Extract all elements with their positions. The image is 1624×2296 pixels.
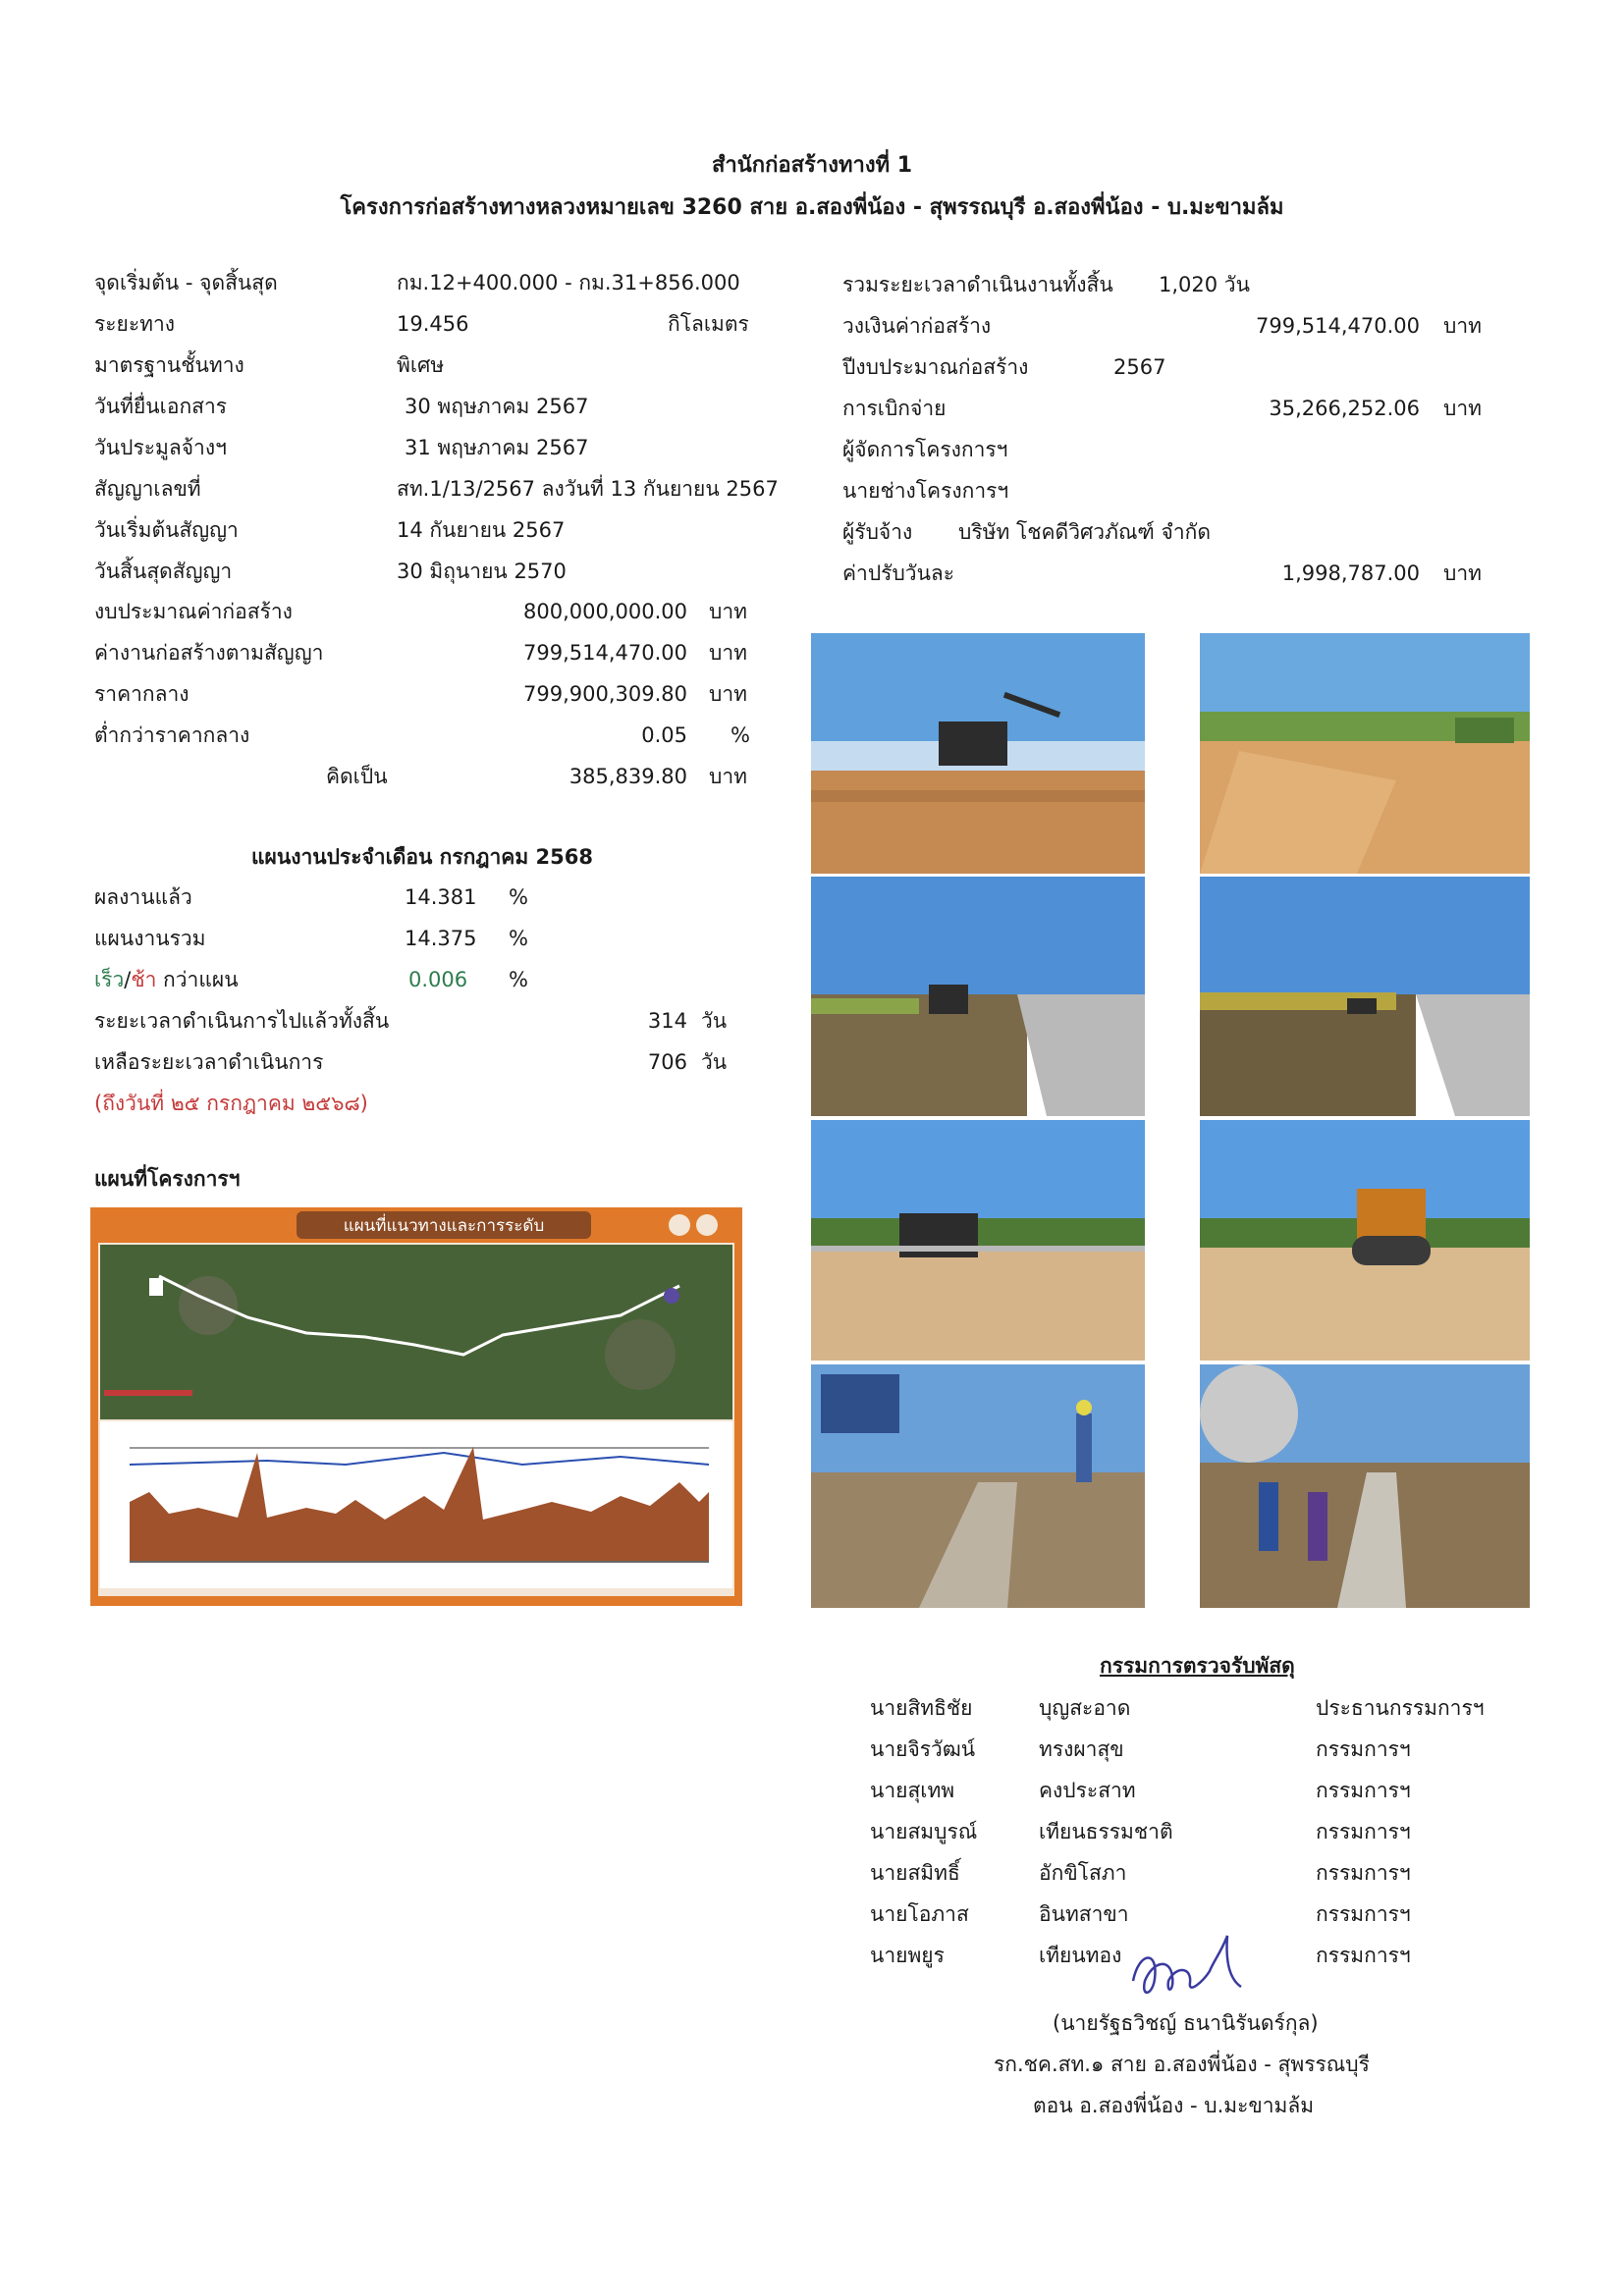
info-value-standard: พิเศษ: [397, 353, 445, 377]
plan-elapsed-value: 314: [647, 1009, 687, 1033]
budget-value-equals: 385,839.80: [568, 765, 687, 788]
plan-diff-value: 0.006: [408, 968, 468, 991]
member-last-name: อักขิโสภา: [1039, 1861, 1127, 1885]
member-last-name: ทรงผาสุข: [1039, 1737, 1124, 1761]
plan-title: แผนงานประจำเดือน กรกฎาคม 2568: [251, 845, 593, 869]
info-value-bid-date: 31 พฤษภาคม 2567: [405, 436, 589, 459]
member-role: กรรมการฯ: [1316, 1779, 1411, 1802]
member-role: กรรมการฯ: [1316, 1944, 1411, 1967]
plan-total-label: แผนงานรวม: [94, 927, 206, 950]
budget-label-equals: คิดเป็น: [326, 765, 388, 788]
member-last-name: บุญสะอาด: [1039, 1696, 1131, 1720]
plan-as-of-date: (ถึงวันที่ ๒๕ กรกฎาคม ๒๕๖๘): [94, 1092, 368, 1115]
info-label-distance: ระยะทาง: [94, 312, 176, 336]
plan-done-unit: %: [509, 885, 528, 909]
plan-total-value: 14.375: [405, 927, 477, 950]
member-last-name: เทียนธรรมชาติ: [1039, 1820, 1173, 1843]
member-last-name: คงประสาท: [1039, 1779, 1136, 1802]
budget-unit-contract: บาท: [709, 641, 747, 665]
plan-remain-value: 706: [647, 1050, 687, 1074]
member-role: กรรมการฯ: [1316, 1861, 1411, 1885]
site-photo-roadside-4: [1200, 877, 1530, 1116]
right-label-disbursement: การเบิกจ่าย: [842, 397, 947, 420]
info-value-contract-no: สท.1/13/2567 ลงวันที่ 13 กันยายน 2567: [397, 477, 779, 501]
info-value-submit-date: 30 พฤษภาคม 2567: [405, 395, 589, 418]
plan-remain-unit: วัน: [701, 1050, 728, 1074]
member-role: กรรมการฯ: [1316, 1737, 1411, 1761]
budget-value-below: 0.05: [641, 723, 687, 747]
office-title: สำนักก่อสร้างทางที่ 1: [711, 153, 913, 178]
plan-diff-label: [94, 967, 239, 992]
right-label-duration: รวมระยะเวลาดำเนินงานทั้งสิ้น: [842, 273, 1113, 296]
info-label-contract-no: สัญญาเลขที่: [94, 477, 201, 501]
right-value-contractor: บริษัท โชคดีวิศวภัณฑ์ จำกัด: [958, 520, 1211, 544]
plan-done-label: ผลงานแล้ว: [94, 885, 192, 909]
budget-unit-median: บาท: [709, 682, 747, 706]
info-value-contract-end: 30 มิถุนายน 2570: [397, 560, 567, 583]
right-label-engineer: นายช่างโครงการฯ: [842, 479, 1009, 503]
member-role: กรรมการฯ: [1316, 1820, 1411, 1843]
signature-scribble: [1119, 1922, 1267, 2010]
budget-value-total: 800,000,000.00: [523, 600, 687, 623]
right-label-fiscal: ปีงบประมาณก่อสร้าง: [842, 355, 1029, 379]
budget-unit-below: %: [731, 723, 750, 747]
signature-position-line1: รก.ชค.สท.๑ สาย อ.สองพี่น้อง - สุพรรณบุรี: [994, 2053, 1370, 2076]
info-label-contract-end: วันสิ้นสุดสัญญา: [94, 560, 233, 583]
member-first-name: นายสมบูรณ์: [870, 1820, 978, 1843]
right-value-disbursement: 35,266,252.06: [1269, 397, 1420, 420]
budget-label-contract: ค่างานก่อสร้างตามสัญญา: [94, 641, 324, 665]
right-value-fine: 1,998,787.00: [1281, 561, 1420, 585]
member-first-name: นายพยูร: [870, 1944, 945, 1967]
right-label-budget: วงเงินค่าก่อสร้าง: [842, 314, 992, 338]
site-photo-excavator-1: [811, 633, 1145, 874]
budget-unit-equals: บาท: [709, 765, 747, 788]
right-label-manager: ผู้จัดการโครงการฯ: [842, 438, 1008, 461]
budget-value-contract: 799,514,470.00: [523, 641, 687, 665]
member-first-name: นายจิรวัฒน์: [870, 1737, 976, 1761]
site-photo-roller-6: [1200, 1120, 1530, 1361]
right-value-budget: 799,514,470.00: [1256, 314, 1420, 338]
right-label-fine: ค่าปรับวันละ: [842, 561, 955, 585]
member-last-name: เทียนทอง: [1039, 1944, 1122, 1967]
budget-value-median: 799,900,309.80: [523, 682, 687, 706]
plan-diff-rest: กว่าแผน: [156, 968, 239, 991]
plan-diff-slash: /: [124, 968, 132, 991]
info-value-distance: 19.456: [397, 312, 469, 336]
right-unit-fine: บาท: [1443, 561, 1482, 585]
map-banner: แผนที่แนวทางและการระดับ: [343, 1216, 545, 1236]
right-unit-budget: บาท: [1443, 314, 1482, 338]
site-photo-roadside-3: [811, 877, 1145, 1116]
budget-label-below: ต่ำกว่าราคากลาง: [94, 723, 250, 747]
site-photo-concrete-8: [1200, 1364, 1530, 1608]
right-unit-disbursement: บาท: [1443, 397, 1482, 420]
plan-elapsed-unit: วัน: [701, 1009, 728, 1033]
right-value-duration: 1,020 วัน: [1159, 273, 1250, 296]
member-role: ประธานกรรมการฯ: [1316, 1696, 1485, 1720]
info-label-submit-date: วันที่ยื่นเอกสาร: [94, 395, 228, 418]
budget-label-median: ราคากลาง: [94, 682, 189, 706]
plan-diff-unit: %: [509, 968, 528, 991]
map-heading: แผนที่โครงการฯ: [94, 1167, 241, 1191]
member-last-name: อินทสาขา: [1039, 1902, 1129, 1926]
info-value-start-end: กม.12+400.000 - กม.31+856.000: [397, 271, 740, 294]
plan-remain-label: เหลือระยะเวลาดำเนินการ: [94, 1050, 324, 1074]
budget-unit-total: บาท: [709, 600, 747, 623]
plan-diff-fast: เร็ว: [94, 968, 125, 991]
right-label-contractor: ผู้รับจ้าง: [842, 520, 913, 544]
info-value-contract-start: 14 กันยายน 2567: [397, 518, 566, 542]
project-map: [90, 1207, 742, 1606]
info-label-standard: มาตรฐานชั้นทาง: [94, 353, 244, 377]
site-photo-excavation-2: [1200, 633, 1530, 874]
budget-label-total: งบประมาณค่าก่อสร้าง: [94, 600, 293, 623]
project-title: โครงการก่อสร้างทางหลวงหมายเลข 3260 สาย อ.สองพี่น้อง - สุพรรณบุรี อ.สองพี่น้อง - บ.มะขามล้ม: [340, 195, 1284, 220]
info-unit-distance: กิโลเมตร: [668, 312, 749, 336]
site-photo-workers-7: [811, 1364, 1145, 1608]
member-first-name: นายสิทธิชัย: [870, 1696, 973, 1720]
plan-done-value: 14.381: [405, 885, 477, 909]
signature-name: (นายรัฐธวิชญ์ ธนานิรันดร์กุล): [1053, 2011, 1319, 2035]
right-value-fiscal: 2567: [1113, 355, 1166, 379]
plan-total-unit: %: [509, 927, 528, 950]
info-label-bid-date: วันประมูลจ้างฯ: [94, 436, 227, 459]
signature-position-line2: ตอน อ.สองพี่น้อง - บ.มะขามล้ม: [1033, 2094, 1315, 2117]
member-first-name: นายสุเทพ: [870, 1779, 955, 1802]
info-label-contract-start: วันเริ่มต้นสัญญา: [94, 518, 239, 542]
site-photo-grader-5: [811, 1120, 1145, 1361]
member-first-name: นายสมิทธิ์: [870, 1861, 960, 1885]
committee-title: กรรมการตรวจรับพัสดุ: [1100, 1654, 1295, 1678]
member-role: กรรมการฯ: [1316, 1902, 1411, 1926]
plan-elapsed-label: ระยะเวลาดำเนินการไปแล้วทั้งสิ้น: [94, 1009, 390, 1033]
info-label-start-end: จุดเริ่มต้น - จุดสิ้นสุด: [94, 271, 278, 294]
member-first-name: นายโอภาส: [870, 1902, 969, 1926]
plan-diff-slow: ช้า: [131, 968, 157, 991]
